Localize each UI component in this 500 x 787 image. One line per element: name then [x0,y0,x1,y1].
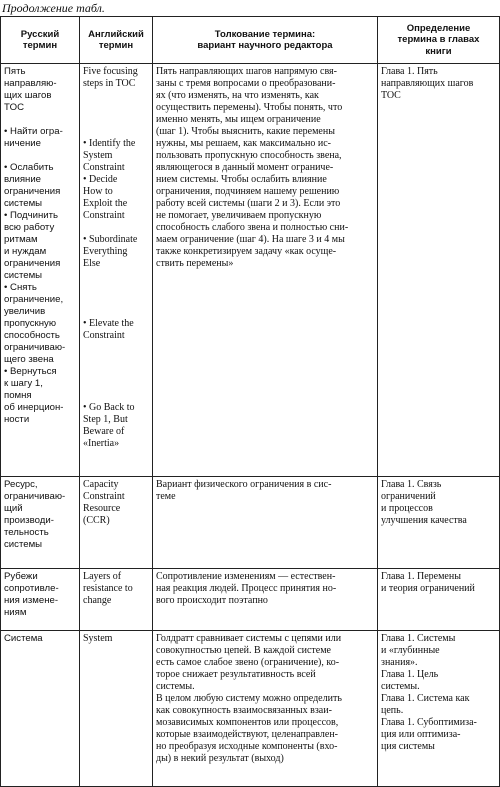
table-row [1,569,500,631]
table-header-row [1,17,500,64]
term-en-step5: • Go Back to Step 1, But Beware of «Inertia» [83,402,135,449]
term-en-step2: • Decide How to Exploit the Constraint [83,174,128,221]
cell-english-term: Layers of resistance to change [80,569,153,631]
cell-chapter: Глава 1. Перемены и теория ограничений [378,569,500,631]
term-en-title: Five focusing steps in TOC [83,66,138,89]
table-caption: Продолжение табл. [2,1,105,15]
table-row [1,631,500,787]
term-ru-step2: • Ослабить влияние ограничения системы [4,162,61,209]
cell-interpretation: Сопротивление изменениям — естествен- ная реакция людей. Процесс принятия но- вого происходит поэтапно [153,569,378,631]
term-ru-step4: • Снять ограничение, увеличив пропускную способность ограничиваю- щего звена [4,282,66,365]
term-ru-title: Пять направляю- щих шагов TOC [4,66,57,113]
cell-russian-term: Рубежи сопротивле- ния измене- ниям [1,569,80,631]
terms-table [0,16,500,787]
cell-interpretation: Голдратт сравнивает системы с цепями или совокупностью цепей. В каждой системе есть самое слабое звено (ограничение), ко- торое снижает результативность всей системы. В целом любую систему можно определить как совокупность взаимосвязанных взаи- мозависимых компонентов или процессов, которые взаимодействуют, целенаправлен- но преобразуя исходные компоненты (вхо- ды) в некий результат (выход) [153,631,378,787]
term-en-step4: • Elevate the Constraint [83,318,134,341]
cell-russian-term: Ресурс, ограничиваю- щий производи- тельность системы [1,477,80,569]
cell-english-term: Capacity Constraint Resource (CCR) [80,477,153,569]
term-ru-step3: • Подчинить всю работу ритмам и нуждам ограничения системы [4,210,61,281]
cell-chapter: Глава 1. Пять направляющих шагов TOC [378,64,500,477]
cell-chapter: Глава 1. Системы и «глубинные знания». Глава 1. Цель системы. Глава 1. Система как цепь. Глава 1. Субоптимиза- ция или оптимиза- ция системы [378,631,500,787]
header-russian-term: Русский термин [1,17,80,64]
cell-english-term: System [80,631,153,787]
term-ru-step1: • Найти огра- ничение [4,126,63,149]
cell-russian-term: Система [1,631,80,787]
header-english-term: Английский термин [80,17,153,64]
cell-chapter: Глава 1. Связь ограничений и процессов улучшения качества [378,477,500,569]
table-row [1,64,500,477]
term-en-step1: • Identify the System Constraint [83,138,136,173]
table-row [1,477,500,569]
term-ru-step5: • Вернуться к шагу 1, помня об инерцион- ности [4,366,64,425]
cell-interpretation: Пять направляющих шагов напрямую свя- заны с тремя вопросами о преобразовани- ях (что изменять, на что изменять, как осуществить перемены). Чтобы понять, что именно менять, мы ищем ограничение (шаг 1). Чтобы выяснить, какие перемены нужны, мы решаем, как максимально ис- пользовать пропускную способность звена, являющегося в данный момент ограниче- нием системы. Чтобы ослабить влияние ограничения, подчиняем нашему решению работу всей системы (шаги 2 и 3). Если это не помогает, увеличиваем пропускную способность слабого звена и полностью сни- маем ограничение (шаг 4). На шаге 3 и 4 мы также конкретизируем задачу «как осуще- ствить перемены» [153,64,378,477]
term-en-step3: • Subordinate Everything Else [83,234,138,269]
cell-russian-term [1,64,80,477]
header-chapter-definition: Определение термина в главах книги [378,17,500,64]
cell-english-term [80,64,153,477]
cell-interpretation: Вариант физического ограничения в сис- теме [153,477,378,569]
header-interpretation: Толкование термина: вариант научного редактора [153,17,378,64]
